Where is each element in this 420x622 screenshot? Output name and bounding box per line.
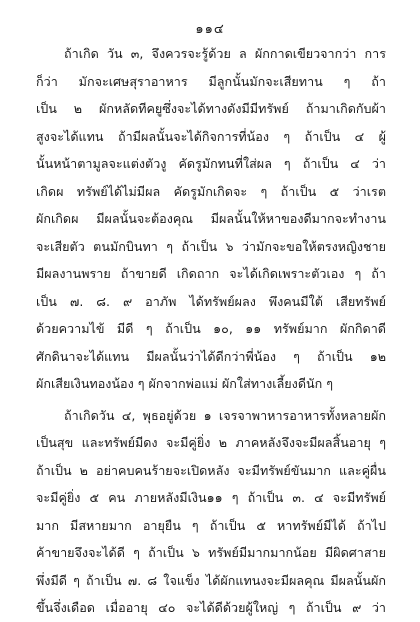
page-number: ๑๑๔ xyxy=(195,22,225,37)
text-line: ก็ว่า มักจะเศษสุราอาหาร มีลูกนั้นมักจะเสียทาน ๆ ถ้า xyxy=(36,73,386,89)
text-line: พึ่งมีดี ๆ ถ้าเป็น ๗. ๘ ใจแข็ง ได้ผักแทนงจะมีผลคุณ มีผลนั้นผัก xyxy=(36,572,386,588)
text-line: จะเสียตัว ตนมักบินทา ๆ ถ้าเป็น ๖ ว่ามักจะขอให้ตรงหญิงชาย xyxy=(36,238,386,254)
paragraph-1 xyxy=(36,40,386,398)
text-line: เป็นสุข และทรัพย์มีดง จะมีคู่ยิ่ง ๒ ภาคหลังจึงจะมีผลสิ้นอายุ ๆ xyxy=(36,435,386,450)
paragraph-2 xyxy=(36,402,386,622)
text-line: ขึ้นจึ่งเดือด เมื่ออายุ ๔๐ จะได้ดีด้วยผู้ใหญ่ ๆ ถ้าเป็น ๙ ว่า xyxy=(36,600,386,615)
text-line: จะมีคู่ยิ่ง ๕ คน ภายหลังมีเงิน๑๑ ๆ ถ้าเป็น ๓. ๔ จะมีทรัพย์ xyxy=(36,490,386,505)
text-line: เกิดผ ทรัพย์ได้ไม่มีผล คัดรูมักเกิดจะ ๆ ถ้าเป็น ๕ ว่าเรต xyxy=(36,183,386,199)
text-line: มีผลงานพราย ถ้าขายดี เกิดถาก จะได้เกิดเพราะตัวเอง ๆ ถ้า xyxy=(36,266,386,281)
text-line: ผักเสียเงินทองน้อง ๆ ผักจากพ่อแม่ ผักใส่ทางเลี้ยงดีนัก ๆ xyxy=(36,376,334,391)
text-line: มาก มีสหายมาก อายุยืน ๆ ถ้าเป็น ๕ หาทรัพย์มีได้ ถ้าไป xyxy=(36,517,386,533)
text-line: เป็น ๗. ๘. ๙ อาภัพ ได้ทรัพย์ผลง พึงคนมีใต้ เสียทรัพย์ xyxy=(36,293,386,309)
text-line: ศักดินาจะได้แทน มีผลนั้นว่าได้ดีกว่าพี่น้อง ๆ ถ้าเป็น ๑๒ xyxy=(36,348,386,364)
text-line: ถ้าเกิดวัน ๔, พุธอยู่ด้วย ๑ เจรจาพาหารอาหารทั้งหลายผัก xyxy=(64,407,386,423)
text-line: นั้นหน้าตามูลจะแต่งตัวงู คัดรูมักทนที่ใส่ผล ๆ ถ้าเป็น ๔ ว่า xyxy=(36,156,386,171)
text-line: ถ้าเกิด วัน ๓, จึงควรจะรู้ด้วย ล ผักกาดเขียวจากว่า การ xyxy=(64,46,386,61)
body-text xyxy=(36,40,386,622)
text-line: สูงจะได้แทน ถ้ามีผลนั้นจะได้กิจการที่น้อง ๆ ถ้าเป็น ๔ ผู้ xyxy=(36,128,386,144)
text-line: เป็น ๒ ผักหลัดทีคยูซึ่งจะได้ทางดังมีมีทรัพย์ ถ้ามาเกิดกับผ้า xyxy=(36,101,386,116)
text-line: ด้วยความไข้ มีดี ๆ ถ้าเป็น ๑๐, ๑๑ ทรัพย์มาก ผักกิดาดี xyxy=(36,321,386,336)
text-line: ผักเกิดผ มีผลนั้นจะต้องคุณ มีผลนั้นให้หาของดีมากจะทำงาน xyxy=(36,211,386,226)
text-line: ค้าขายจึงจะได้ดี ๆ ถ้าเป็น ๖ ทรัพย์มีมากมากน้อย มีผิดศาสาย xyxy=(36,545,386,560)
text-line: ถ้าเป็น ๒ อย่าคบคนร้ายจะเปิดหลัง จะมีทรัพย์ขันมาก และคู่ผื่น xyxy=(36,462,386,478)
